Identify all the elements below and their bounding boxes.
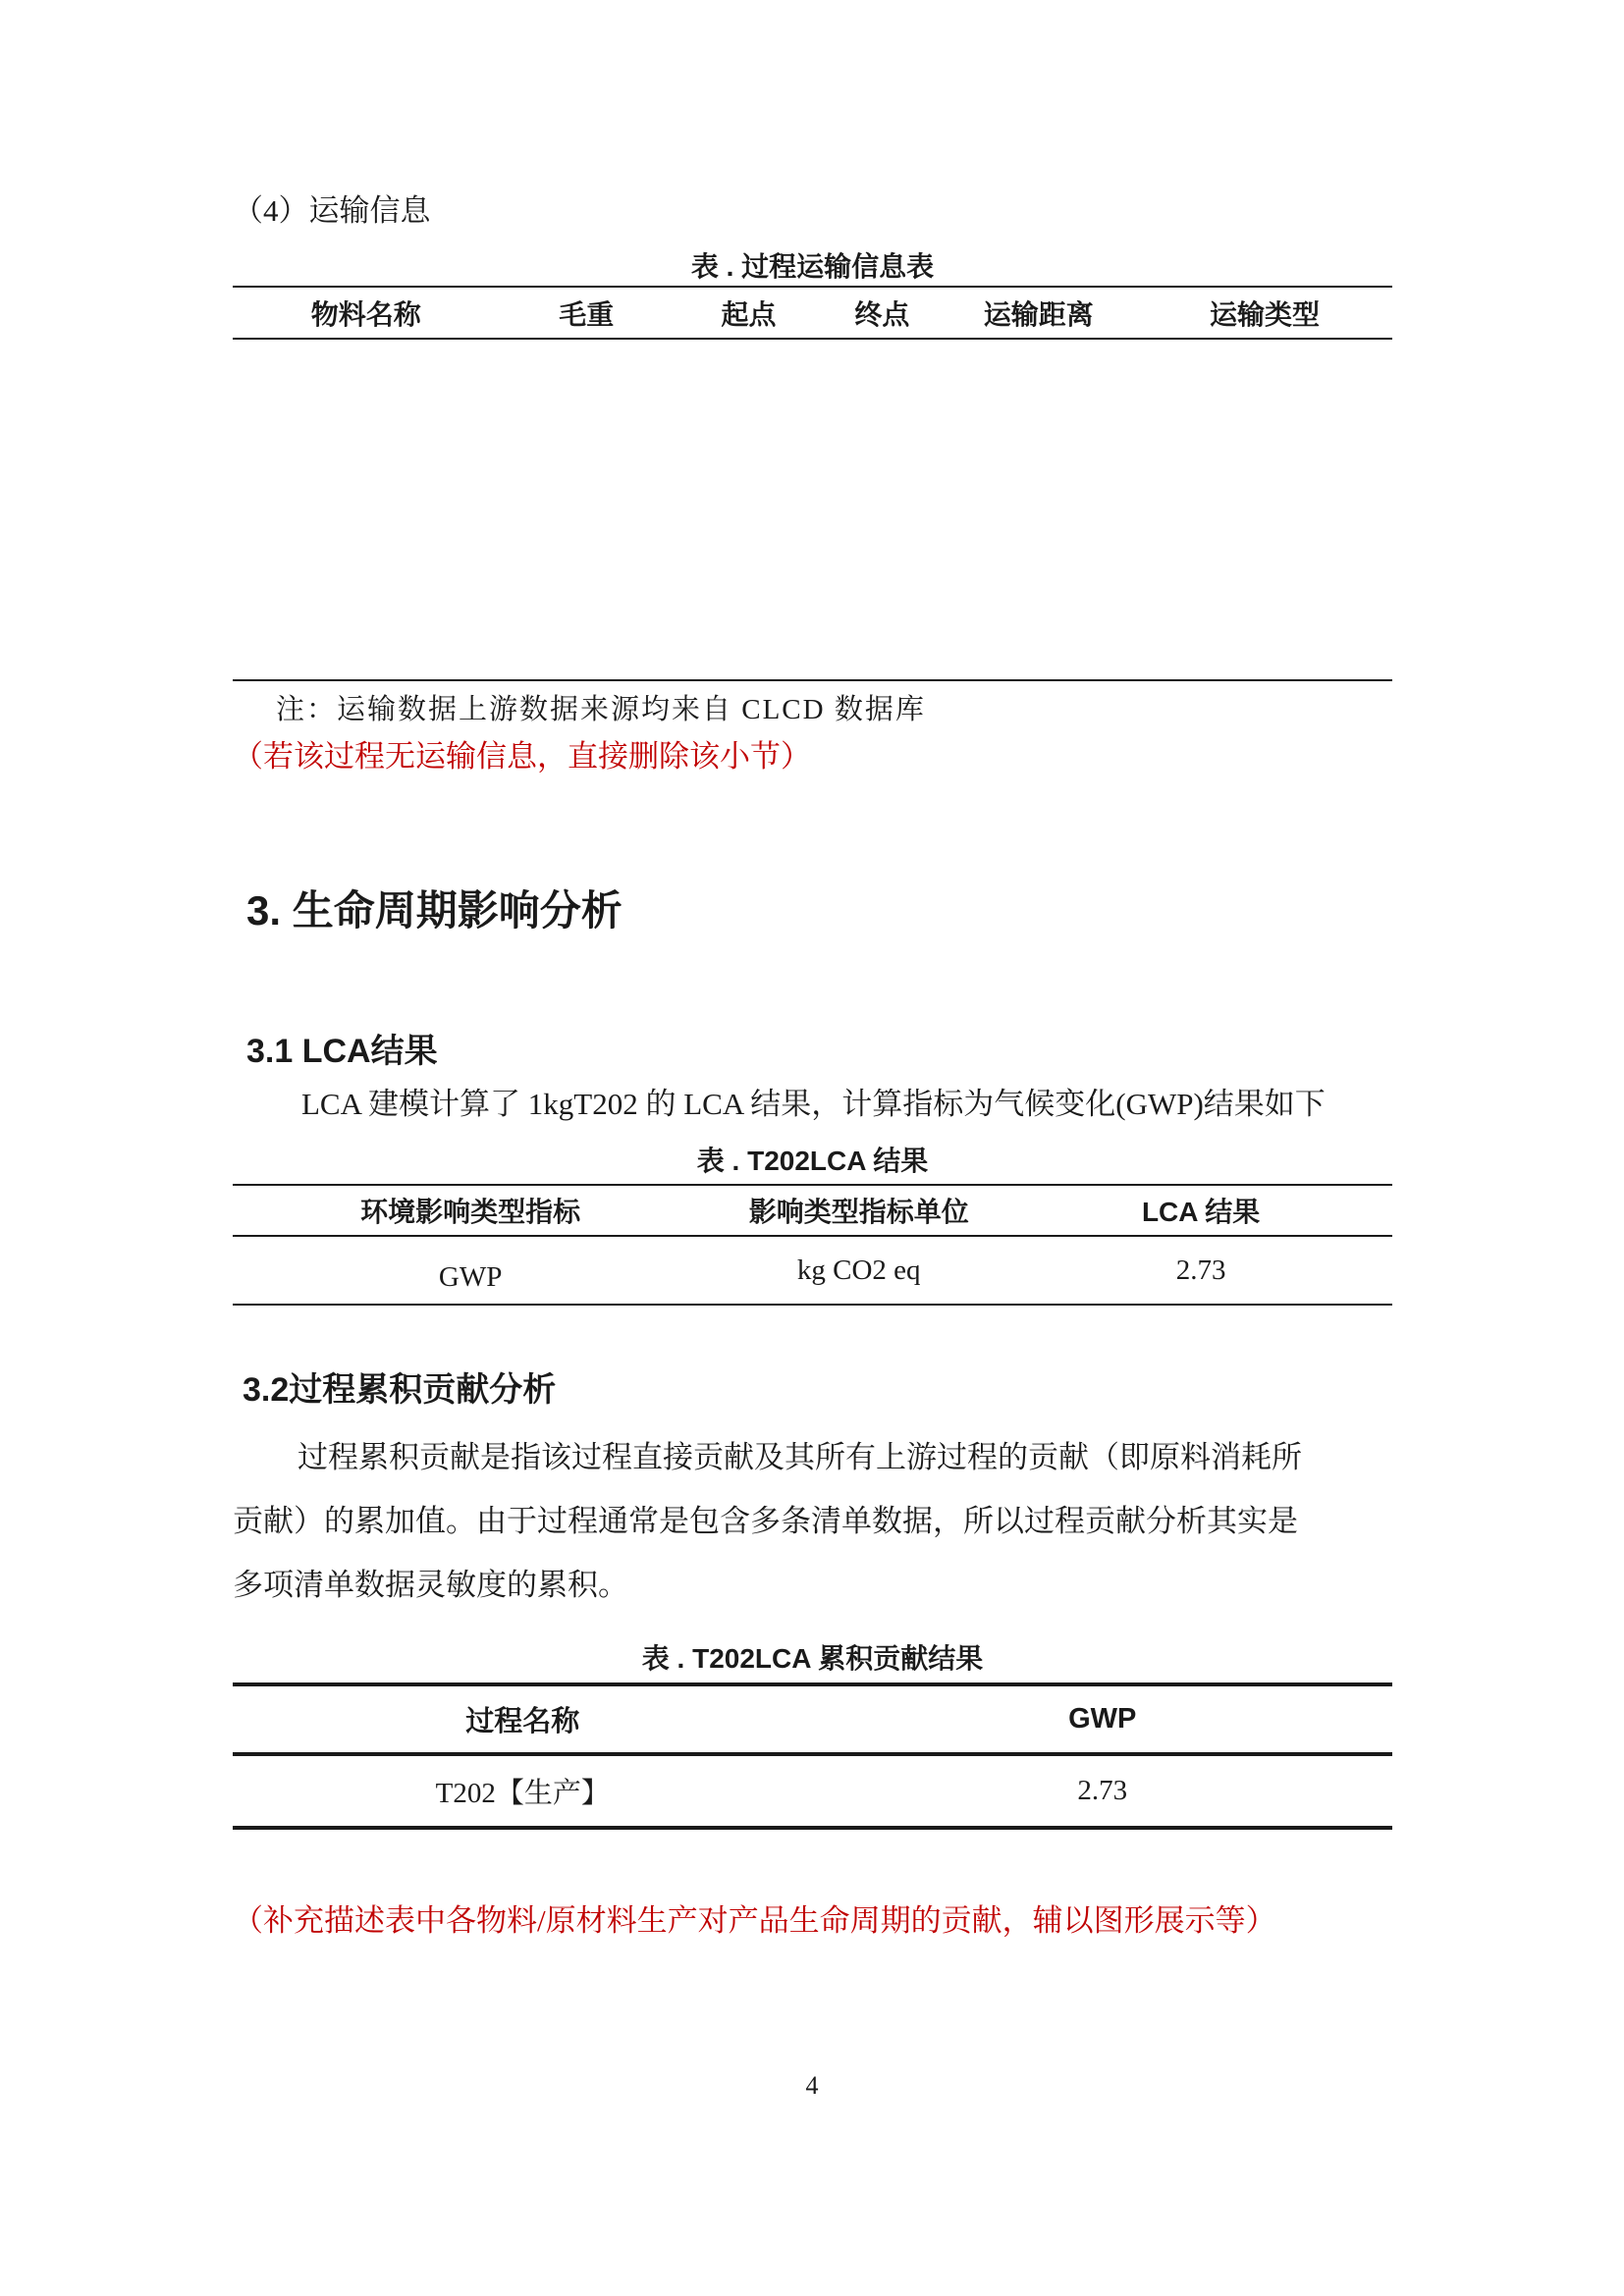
transport-table-header-gross-weight: 毛重 [559,298,615,330]
lca-table-cell-unit: kg CO2 eq [796,1254,921,1286]
contribution-paragraph [233,1425,1392,1617]
contribution-table-cell-process: T202【生产】 [435,1778,610,1809]
lca-result-table-header-row [233,1186,1392,1237]
contribution-table-cell-value: 2.73 [1077,1775,1128,1806]
lca-result-table [233,1184,1392,1306]
lca-table-header-result: LCA 结果 [1141,1197,1261,1227]
transport-table-header-row [233,288,1392,340]
transport-table-header-destination: 终点 [854,298,910,330]
transport-table [233,286,1392,681]
contribution-table-header-gwp: GWP [1068,1703,1137,1735]
lca-table-cell-gwp: GWP [438,1260,503,1293]
lca-table-cell-value: 2.73 [1175,1254,1226,1286]
contribution-paragraph-line-3: 多项清单数据灵敏度的累积。 [233,1568,628,1602]
lca-table-header-impact-indicator: 环境影响类型指标 [360,1197,581,1227]
contribution-red-remark: （补充描述表中各物料/原材料生产对产品生命周期的贡献，辅以图形展示等） [233,1903,1276,1938]
transport-table-title: 表 . 过程运输信息表 [690,251,935,282]
transport-table-header-distance: 运输距离 [983,298,1094,330]
lca-result-table-row [233,1237,1392,1304]
transport-table-header-origin: 起点 [721,298,777,330]
contribution-table-title: 表 . T202LCA 累积贡献结果 [641,1643,984,1674]
transport-section-heading: （4）运输信息 [233,193,431,228]
contribution-table [233,1682,1392,1830]
transport-red-remark: （若该过程无运输信息，直接删除该小节） [233,739,811,774]
contribution-table-header-row [233,1686,1392,1756]
lca-result-table-title: 表 . T202LCA 结果 [696,1146,929,1176]
transport-table-header-type: 运输类型 [1210,298,1321,330]
lca-table-header-unit: 影响类型指标单位 [748,1197,969,1227]
lca-result-heading: 3.1 LCA结果 [246,1033,438,1070]
page-number: 4 [805,2071,819,2100]
contribution-paragraph-line-2: 贡献）的累加值。由于过程通常是包含多条清单数据，所以过程贡献分析其实是 [233,1504,1298,1538]
transport-table-empty-body [233,340,1392,679]
contribution-heading: 3.2过程累积贡献分析 [243,1371,557,1409]
lca-result-paragraph: LCA 建模计算了 1kgT202 的 LCA 结果，计算指标为气候变化(GWP)结果如下 [301,1087,1326,1121]
contribution-table-row [233,1756,1392,1826]
impact-section-heading: 3. 生命周期影响分析 [246,887,623,934]
transport-table-note: 注：运输数据上游数据来源均来自 CLCD 数据库 [276,694,926,725]
transport-table-header-material: 物料名称 [310,298,421,330]
contribution-table-header-process: 过程名称 [465,1706,580,1737]
contribution-paragraph-line-1: 过程累积贡献是指该过程直接贡献及其所有上游过程的贡献（即原料消耗所 [298,1440,1302,1474]
